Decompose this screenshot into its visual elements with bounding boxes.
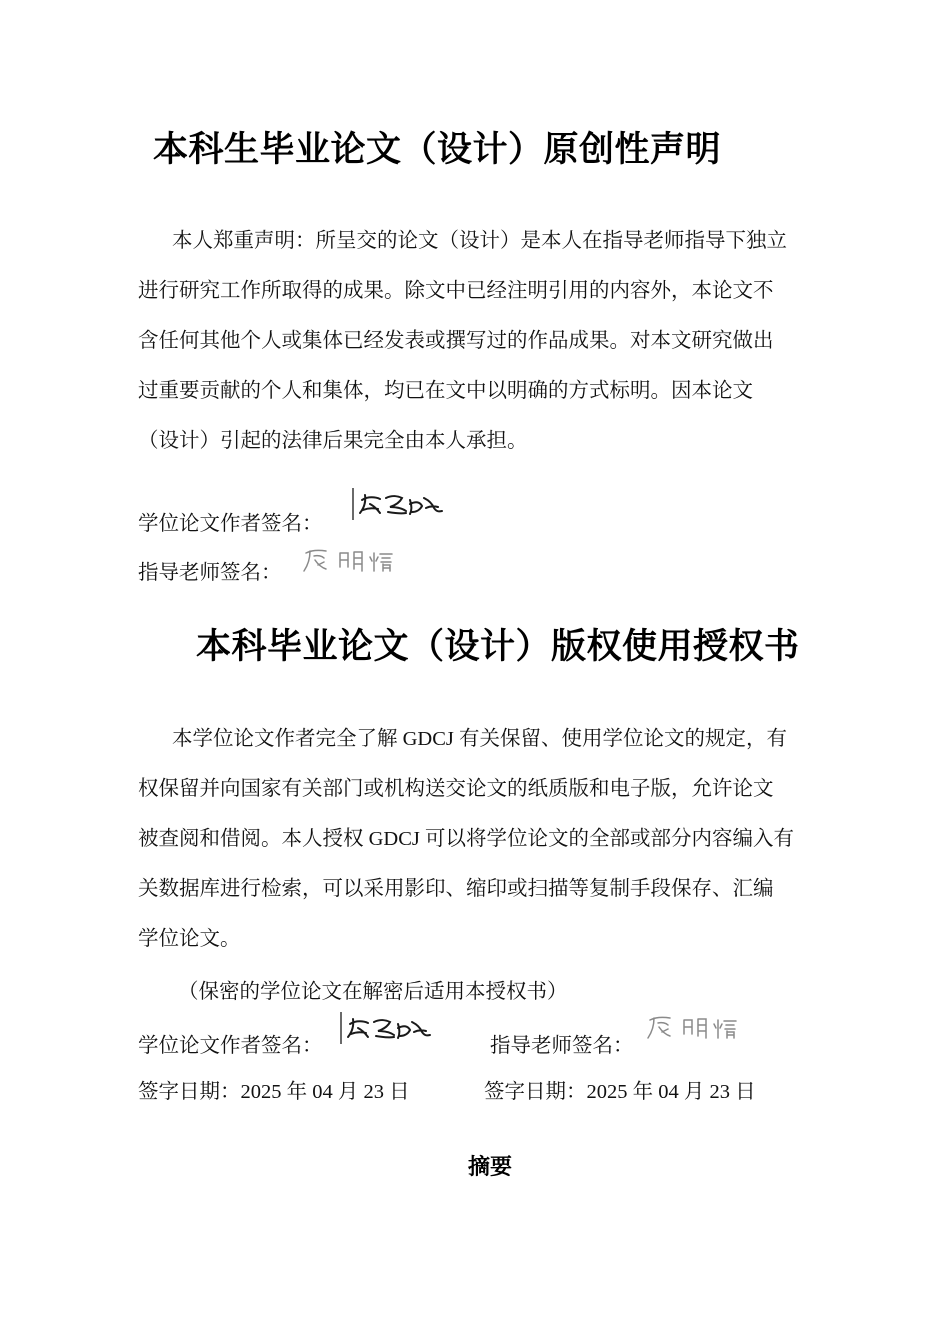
originality-line-4: 过重要贡献的个人和集体，均已在文中以明确的方式标明。因本论文	[138, 380, 753, 402]
originality-line-5: （设计）引起的法律后果完全由本人承担。	[138, 430, 528, 452]
author-sign-date: 签字日期：2025 年 04 月 23 日	[138, 1081, 410, 1103]
copyright-author-sign-label: 学位论文作者签名：	[138, 1035, 323, 1057]
advisor-sign-label: 指导老师签名：	[138, 562, 282, 584]
copyright-author-signature-image	[338, 1010, 433, 1046]
copyright-line-3: 被查阅和借阅。本人授权 GDCJ 可以将学位论文的全部或部分内容编入有	[138, 828, 795, 850]
originality-line-1: 本人郑重声明：所呈交的论文（设计）是本人在指导老师指导下独立	[172, 230, 787, 252]
copyright-paragraph	[138, 714, 854, 964]
copyright-line-1: 本学位论文作者完全了解 GDCJ 有关保留、使用学位论文的规定，有	[172, 728, 788, 750]
copyright-line-2: 权保留并向国家有关部门或机构送交论文的纸质版和电子版，允许论文	[138, 778, 774, 800]
originality-title: 本科生毕业论文（设计）原创性声明	[153, 130, 722, 169]
abstract-heading: 摘要	[468, 1154, 513, 1179]
copyright-title: 本科毕业论文（设计）版权使用授权书	[196, 627, 800, 666]
originality-line-3: 含任何其他个人或集体已经发表或撰写过的作品成果。对本文研究做出	[138, 330, 774, 352]
advisor-signature-image	[302, 545, 397, 575]
advisor-sign-date: 签字日期：2025 年 04 月 23 日	[484, 1081, 756, 1103]
originality-line-2: 进行研究工作所取得的成果。除文中已经注明引用的内容外，本论文不	[138, 280, 774, 302]
copyright-advisor-signature-image	[646, 1012, 741, 1042]
originality-paragraph	[138, 216, 854, 466]
author-sign-label: 学位论文作者签名：	[138, 513, 323, 535]
confidential-note: （保密的学位论文在解密后适用本授权书）	[178, 981, 568, 1003]
copyright-advisor-sign-label: 指导老师签名：	[490, 1035, 634, 1057]
copyright-line-4: 关数据库进行检索，可以采用影印、缩印或扫描等复制手段保存、汇编	[138, 878, 774, 900]
author-signature-image	[350, 486, 445, 522]
copyright-line-5: 学位论文。	[138, 928, 241, 950]
